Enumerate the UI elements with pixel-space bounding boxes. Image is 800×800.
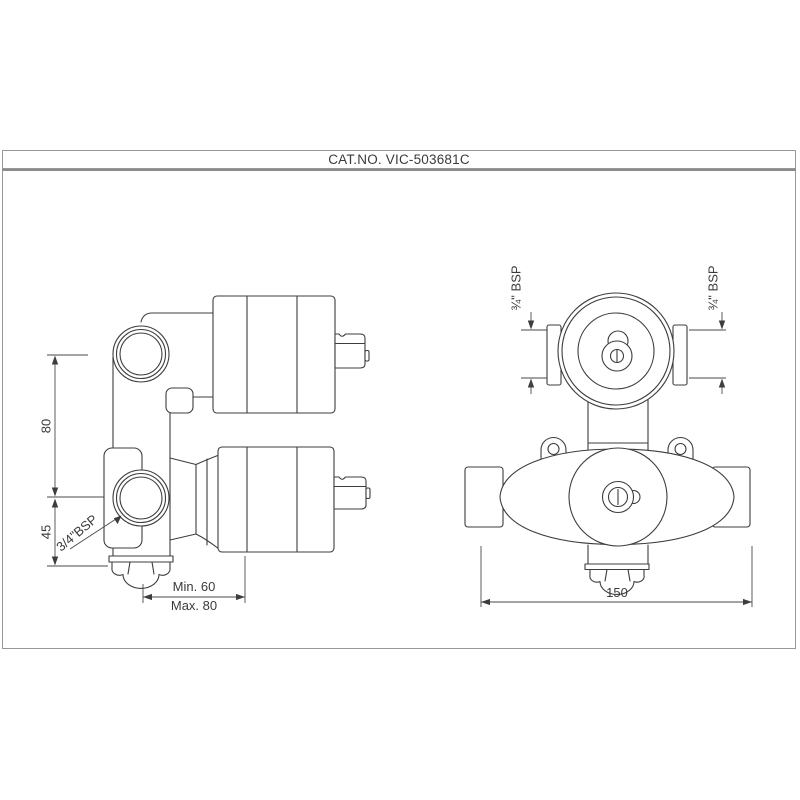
arrow-right-icon	[743, 599, 752, 605]
port-thread-label-right: ¾" BSP	[705, 265, 721, 311]
bottom-flange	[109, 556, 173, 562]
inlet-thread-label: 3/4"BSP	[53, 511, 101, 555]
arrow-up-icon	[52, 356, 58, 365]
arrow-right-icon	[236, 594, 245, 600]
upper-spindle-tip	[365, 351, 369, 362]
lower-spindle-tip	[366, 488, 370, 499]
arrow-left-icon	[143, 594, 152, 600]
side-view-drawing	[104, 296, 370, 588]
lower-spindle-housing	[334, 477, 366, 509]
upper-spindle-housing	[335, 334, 365, 368]
top-right-port-block	[673, 325, 687, 385]
shoulder-top	[170, 458, 196, 465]
arrow-down-icon	[719, 321, 725, 330]
dim-label-80: 80	[38, 418, 54, 434]
shoulder-bottom	[170, 534, 196, 540]
arrow-left-icon	[481, 599, 490, 605]
front-view-drawing	[465, 293, 750, 594]
hex-nut	[112, 562, 170, 588]
catalog-number: CAT.NO. VIC-503681C	[328, 152, 470, 167]
outlet-port-circle	[113, 326, 169, 382]
top-connector-line	[141, 313, 213, 322]
dim-label-min-depth: Min. 60	[172, 579, 216, 594]
dim-label-45: 45	[38, 524, 54, 540]
arrow-up-icon	[52, 499, 58, 508]
bottom-flange	[585, 564, 649, 570]
dim-label-width-150: 150	[606, 585, 628, 600]
body-lug	[166, 388, 193, 413]
lower-cartridge-cylinder	[218, 447, 334, 552]
arrow-down-icon	[528, 321, 534, 330]
inlet-port-circle	[113, 470, 169, 526]
dim-label-max-depth: Max. 80	[170, 598, 218, 613]
arrow-down-icon	[52, 557, 58, 566]
left-connection-block	[465, 467, 503, 527]
port-thread-label-left: ¾" BSP	[508, 265, 524, 311]
upper-cartridge-cylinder	[213, 296, 335, 413]
arrow-down-icon	[52, 488, 58, 497]
